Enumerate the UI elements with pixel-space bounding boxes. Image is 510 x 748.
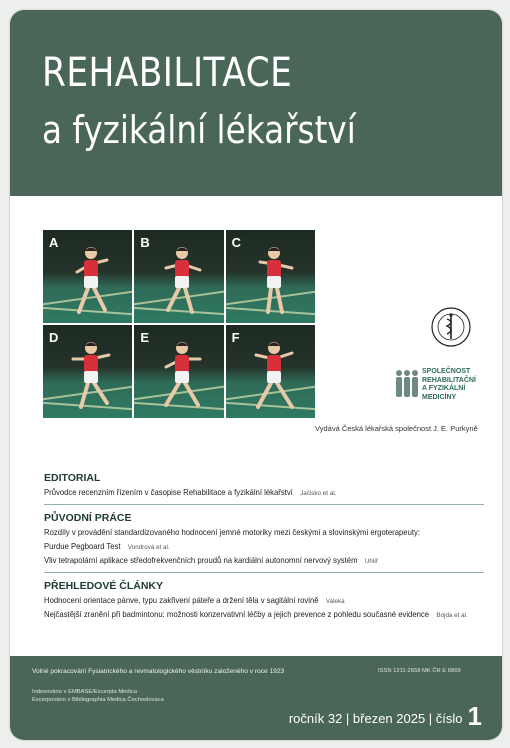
photo-label: F [231, 330, 240, 345]
issue-info [288, 701, 482, 731]
toc-item: Vliv tetrapolární aplikace středofrekvenčních proudů na kardiální autonomní nervový systém Uhlíř [44, 555, 379, 565]
photo-panel-f [226, 325, 315, 418]
toc-item: Hodnocení orientace pánve, typu zakřivení páteře a držení těla v sagitální rovině Valeka [44, 595, 345, 605]
toc-item: Nejčastější zranění při badmintonu: možnosti konzervativní léčby a jejich prevence z pohledu současné evidence Bojda et al. [44, 609, 468, 619]
photo-panel-b [134, 230, 223, 323]
photo-label: D [49, 330, 59, 345]
photo-panel-c [226, 230, 315, 323]
indexing-info: Indexováno v EMBASE/Excerpta Medica Excerpováno v Bibliographia Medica Čechoslovaca [32, 689, 164, 703]
photo-label: A [49, 235, 59, 250]
issn-info: ISSN 1211-2658 MK ČR E 6869 [378, 668, 461, 674]
photo-panel-d [43, 325, 132, 418]
issue-text: ročník 32 | březen 2025 | číslo [288, 711, 463, 726]
section-heading-review: PŘEHLEDOVÉ ČLÁNKY [44, 580, 164, 592]
society-logo [394, 366, 494, 402]
continuation-note: Volné pokracování Fysiatrického a revmatologického věstníku založeného v roce 1923 [32, 668, 285, 675]
toc-item: Průvodce recenzním řízením v časopise Rehabilitace a fyzikální lékařství Jačisko et al. [44, 487, 337, 497]
badminton-player-icon [254, 242, 294, 316]
badminton-player-icon [71, 337, 111, 411]
society-name: SPOLEČNOST REHABILITAČNÍ A FYZIKÁLNÍ MEDICÍNY [422, 368, 476, 401]
cover-footer [10, 656, 502, 740]
badminton-player-icon [162, 337, 202, 411]
issue-number: 1 [467, 701, 482, 731]
section-divider [44, 504, 484, 505]
photo-label: C [231, 235, 242, 250]
people-icon [394, 368, 420, 398]
cover-header [10, 10, 502, 196]
journal-cover [10, 10, 502, 740]
photo-label: E [140, 330, 149, 345]
badminton-player-icon [71, 242, 111, 316]
section-heading-editorial: EDITORIAL [44, 472, 101, 484]
journal-title-line2: a fyzikální lékařství [42, 108, 356, 152]
badminton-photo-grid [43, 230, 315, 418]
toc-item: Rozdíly v provádění standardizovaného hodnocení jemné motoriky mezi českými a slovinskými ergoterapeuty: [44, 527, 421, 537]
toc-item: Purdue Pegboard Test Vondrová et al. [44, 541, 170, 551]
journal-title-line1: REHABILITACE [42, 50, 293, 96]
section-divider [44, 572, 484, 573]
photo-panel-a [43, 230, 132, 323]
badminton-player-icon [254, 337, 294, 411]
section-heading-original: PŮVODNÍ PRÁCE [44, 512, 132, 524]
photo-label: B [140, 235, 150, 250]
seal-logo [430, 306, 472, 348]
photo-panel-e [134, 325, 223, 418]
publisher-line: Vydává Česká lékařská společnost J. E. Purkyně [315, 424, 478, 433]
badminton-player-icon [162, 242, 202, 316]
